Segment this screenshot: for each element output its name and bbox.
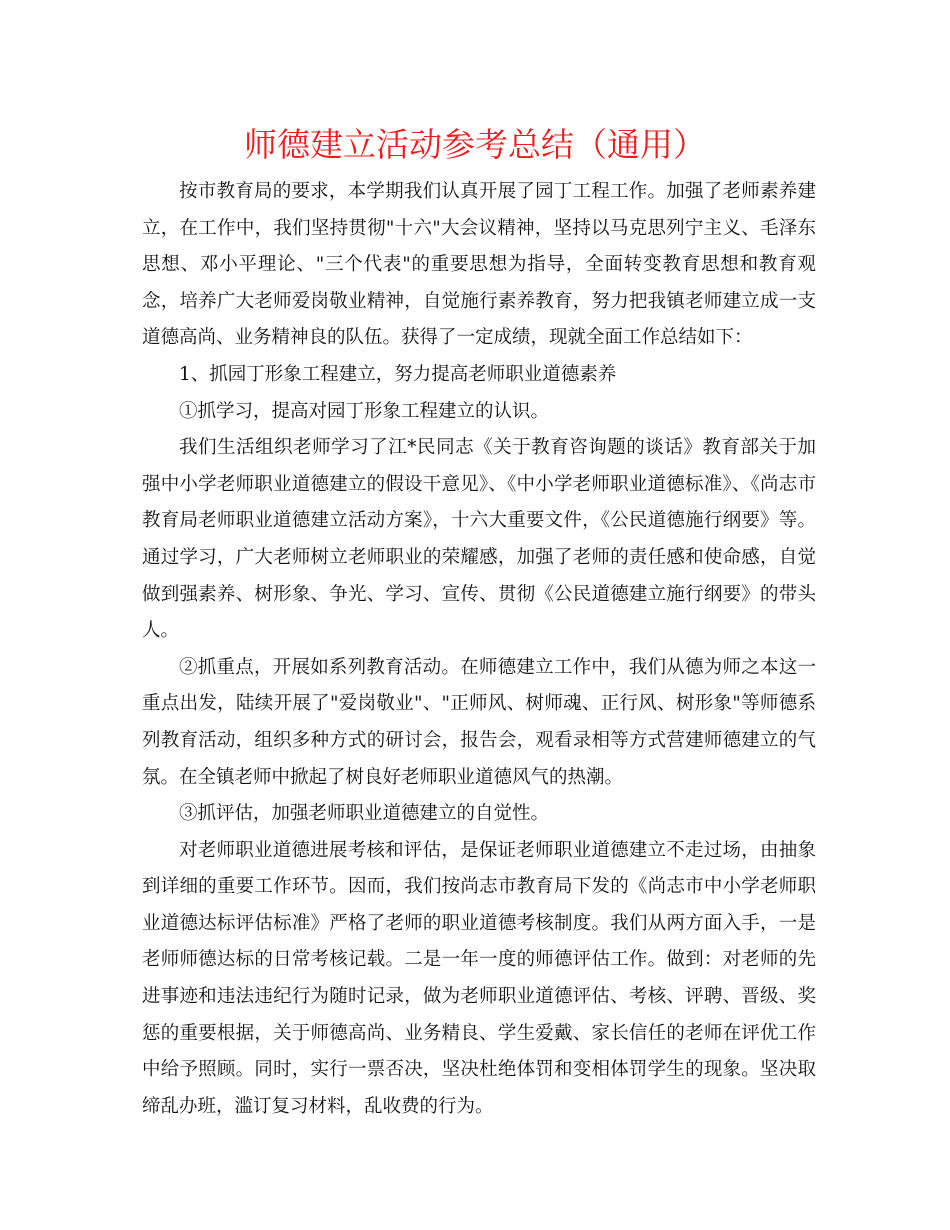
paragraph-evaluation: 对老师职业道德进展考核和评估，是保证老师职业道德建立不走过场，由抽象到详细的重要工作环节。因而，我们按尚志市教育局下发的《尚志市中小学老师职业道德达标评估标准》严格了老师的职业道德考核制度。我们从两方面入手，一是老师师德达标的日常考核记载。二是一年一度的师德评估工作。做到：对老师的先进事迹和违法违纪行为随时记录，做为老师职业道德评估、考核、评聘、晋级、奖惩的重要根据，关于师德高尚、业务精良、学生爱戴、家长信任的老师在评优工作中给予照顾。同时，实行一票否决，坚决杜绝体罚和变相体罚学生的现象。坚决取缔乱办班，滥订复习材料，乱收费的行为。 (142, 839, 816, 1117)
paragraph-intro: 按市教育局的要求，本学期我们认真开展了园丁工程工作。加强了老师素养建立，在工作中，我们坚持贯彻"十六"大会议精神，坚持以马克思列宁主义、毛泽东思想、邓小平理论、"三个代表"的重要思想为指导，全面转变教育思想和教育观念，培养广大老师爱岗敬业精神，自觉施行素养教育，努力把我镇老师建立成一支道德高尚、业务精神良的队伍。获得了一定成绩，现就全面工作总结如下： (142, 181, 816, 349)
paragraph-heading-1: 1、抓园丁形象工程建立，努力提高老师职业道德素养 (179, 363, 617, 385)
paragraph-subheading-1: ①抓学习，提高对园丁形象工程建立的认识。 (179, 400, 550, 422)
document-body (142, 174, 816, 1125)
paragraph-subheading-2: ②抓重点，开展如系列教育活动。在师德建立工作中，我们从德为师之本这一重点出发，陆续开展了"爱岗敬业"、"正师风、树师魂、正行风、树形象"等师德系列教育活动，组织多种方式的研讨会，报告会，观看录相等方式营建师德建立的气氛。在全镇老师中掀起了树良好老师职业道德风气的热潮。 (142, 656, 816, 788)
document-title: 师德建立活动参考总结（通用） (244, 125, 706, 164)
paragraph-study: 我们生活组织老师学习了江*民同志《关于教育咨询题的谈话》教育部关于加强中小学老师职业道德建立的假设干意见》、《中小学老师职业道德标准》、《尚志市教育局老师职业道德建立活动方案》，十六大重要文件，《公民道德施行纲要》等。通过学习，广大老师树立老师职业的荣耀感，加强了老师的责任感和使命感，自觉做到强素养、树形象、争光、学习、宣传、贯彻《公民道德建立施行纲要》的带头人。 (142, 437, 816, 642)
paragraph-subheading-3: ③抓评估，加强老师职业道德建立的自觉性。 (179, 803, 550, 825)
